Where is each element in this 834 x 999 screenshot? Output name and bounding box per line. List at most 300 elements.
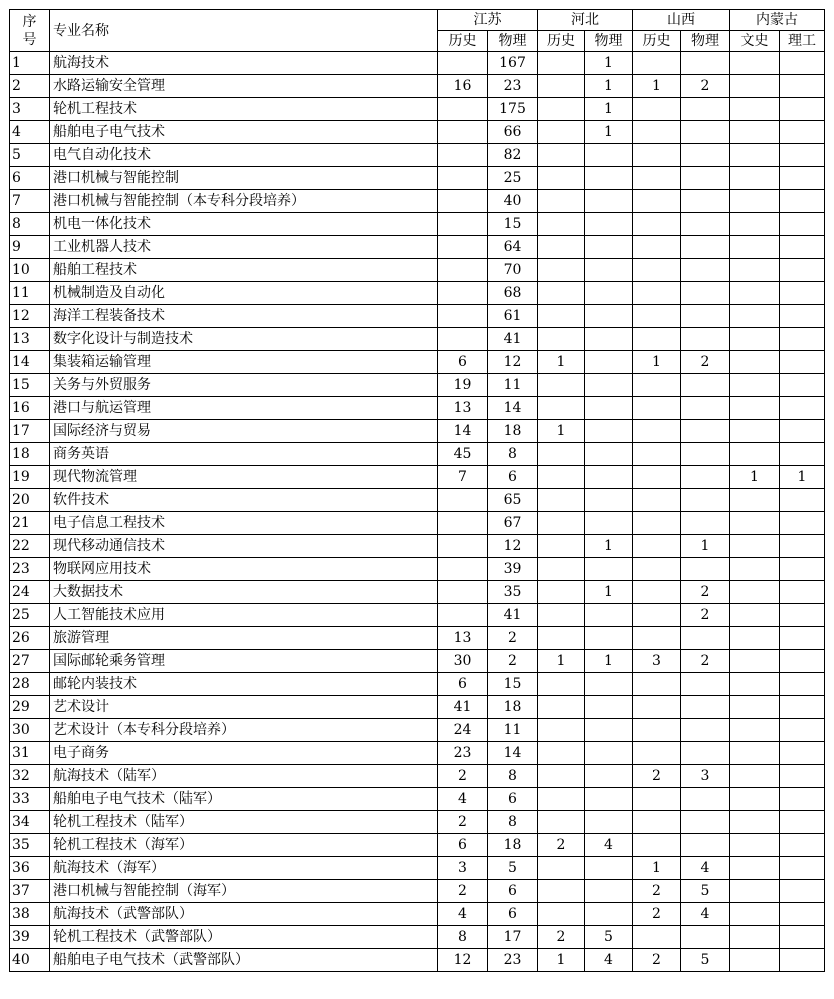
major-name-cell[interactable]: 船舶电子电气技术（武警部队） [50, 949, 438, 972]
row-number-cell[interactable]: 39 [10, 926, 50, 949]
quota-cell[interactable] [633, 742, 681, 765]
header-province-hebei[interactable]: 河北 [538, 10, 633, 31]
row-number-cell[interactable]: 33 [10, 788, 50, 811]
quota-cell[interactable] [538, 696, 585, 719]
quota-cell[interactable]: 1 [585, 75, 633, 98]
quota-cell[interactable] [585, 903, 633, 926]
quota-cell[interactable] [730, 52, 780, 75]
row-number-cell[interactable]: 34 [10, 811, 50, 834]
major-name-cell[interactable]: 旅游管理 [50, 627, 438, 650]
quota-cell[interactable] [585, 696, 633, 719]
quota-cell[interactable] [681, 167, 730, 190]
major-name-cell[interactable]: 现代移动通信技术 [50, 535, 438, 558]
quota-cell[interactable] [780, 190, 825, 213]
quota-cell[interactable]: 8 [438, 926, 488, 949]
quota-cell[interactable] [730, 949, 780, 972]
row-number-cell[interactable]: 12 [10, 305, 50, 328]
row-number-cell[interactable]: 17 [10, 420, 50, 443]
quota-cell[interactable]: 14 [438, 420, 488, 443]
major-name-cell[interactable]: 国际经济与贸易 [50, 420, 438, 443]
quota-cell[interactable] [538, 305, 585, 328]
quota-cell[interactable]: 45 [438, 443, 488, 466]
major-name-cell[interactable]: 港口机械与智能控制 [50, 167, 438, 190]
quota-cell[interactable]: 13 [438, 397, 488, 420]
quota-cell[interactable] [730, 857, 780, 880]
quota-cell[interactable] [633, 604, 681, 627]
quota-cell[interactable]: 4 [681, 857, 730, 880]
row-number-cell[interactable]: 38 [10, 903, 50, 926]
row-number-cell[interactable]: 31 [10, 742, 50, 765]
quota-cell[interactable] [730, 144, 780, 167]
quota-cell[interactable] [681, 512, 730, 535]
quota-cell[interactable] [780, 259, 825, 282]
quota-cell[interactable] [780, 144, 825, 167]
major-name-cell[interactable]: 海洋工程装备技术 [50, 305, 438, 328]
quota-cell[interactable] [730, 788, 780, 811]
quota-cell[interactable]: 41 [488, 328, 538, 351]
quota-cell[interactable]: 23 [488, 949, 538, 972]
quota-cell[interactable] [780, 98, 825, 121]
quota-cell[interactable] [780, 512, 825, 535]
quota-cell[interactable]: 1 [538, 650, 585, 673]
quota-cell[interactable]: 5 [681, 880, 730, 903]
quota-cell[interactable] [681, 236, 730, 259]
quota-cell[interactable]: 1 [538, 351, 585, 374]
quota-cell[interactable] [780, 765, 825, 788]
quota-cell[interactable]: 15 [488, 673, 538, 696]
header-province-neimenggu[interactable]: 内蒙古 [730, 10, 825, 31]
quota-cell[interactable] [538, 443, 585, 466]
quota-cell[interactable] [633, 811, 681, 834]
quota-cell[interactable] [438, 236, 488, 259]
quota-cell[interactable] [538, 397, 585, 420]
quota-cell[interactable] [681, 213, 730, 236]
quota-cell[interactable] [585, 558, 633, 581]
quota-cell[interactable] [730, 903, 780, 926]
major-name-cell[interactable]: 船舶工程技术 [50, 259, 438, 282]
quota-cell[interactable] [538, 75, 585, 98]
major-name-cell[interactable]: 电子信息工程技术 [50, 512, 438, 535]
quota-cell[interactable]: 18 [488, 696, 538, 719]
row-number-cell[interactable]: 7 [10, 190, 50, 213]
quota-cell[interactable] [538, 512, 585, 535]
quota-cell[interactable] [730, 604, 780, 627]
quota-cell[interactable] [780, 374, 825, 397]
quota-cell[interactable] [780, 903, 825, 926]
quota-cell[interactable] [633, 719, 681, 742]
major-name-cell[interactable]: 船舶电子电气技术 [50, 121, 438, 144]
quota-cell[interactable] [730, 512, 780, 535]
quota-cell[interactable] [780, 52, 825, 75]
quota-cell[interactable] [681, 259, 730, 282]
major-name-cell[interactable]: 软件技术 [50, 489, 438, 512]
quota-cell[interactable] [633, 558, 681, 581]
quota-cell[interactable] [633, 420, 681, 443]
quota-cell[interactable] [633, 535, 681, 558]
header-subject[interactable]: 物理 [585, 31, 633, 52]
row-number-cell[interactable]: 40 [10, 949, 50, 972]
quota-cell[interactable] [585, 719, 633, 742]
quota-cell[interactable] [538, 765, 585, 788]
quota-cell[interactable] [585, 466, 633, 489]
quota-cell[interactable] [730, 719, 780, 742]
quota-cell[interactable]: 61 [488, 305, 538, 328]
quota-cell[interactable] [538, 788, 585, 811]
quota-cell[interactable] [538, 190, 585, 213]
major-name-cell[interactable]: 人工智能技术应用 [50, 604, 438, 627]
row-number-cell[interactable]: 2 [10, 75, 50, 98]
major-name-cell[interactable]: 航海技术（陆军） [50, 765, 438, 788]
quota-cell[interactable] [538, 167, 585, 190]
quota-cell[interactable] [585, 604, 633, 627]
quota-cell[interactable] [780, 167, 825, 190]
quota-cell[interactable]: 8 [488, 765, 538, 788]
quota-cell[interactable] [780, 489, 825, 512]
quota-cell[interactable] [681, 466, 730, 489]
quota-cell[interactable] [633, 190, 681, 213]
quota-cell[interactable]: 1 [538, 420, 585, 443]
quota-cell[interactable] [780, 696, 825, 719]
quota-cell[interactable]: 2 [438, 880, 488, 903]
quota-cell[interactable] [633, 305, 681, 328]
quota-cell[interactable] [780, 75, 825, 98]
major-name-cell[interactable]: 电子商务 [50, 742, 438, 765]
quota-cell[interactable]: 40 [488, 190, 538, 213]
header-seq[interactable] [10, 10, 50, 52]
quota-cell[interactable] [538, 282, 585, 305]
quota-cell[interactable] [730, 351, 780, 374]
header-subject[interactable]: 理工 [780, 31, 825, 52]
quota-cell[interactable] [438, 282, 488, 305]
quota-cell[interactable] [780, 558, 825, 581]
quota-cell[interactable] [780, 811, 825, 834]
quota-cell[interactable] [438, 167, 488, 190]
quota-cell[interactable]: 19 [438, 374, 488, 397]
quota-cell[interactable] [633, 673, 681, 696]
major-name-cell[interactable]: 现代物流管理 [50, 466, 438, 489]
quota-cell[interactable] [633, 581, 681, 604]
quota-cell[interactable]: 17 [488, 926, 538, 949]
quota-cell[interactable]: 30 [438, 650, 488, 673]
quota-cell[interactable]: 2 [488, 650, 538, 673]
quota-cell[interactable] [438, 558, 488, 581]
quota-cell[interactable]: 41 [488, 604, 538, 627]
quota-cell[interactable] [730, 305, 780, 328]
row-number-cell[interactable]: 3 [10, 98, 50, 121]
major-name-cell[interactable]: 轮机工程技术 [50, 98, 438, 121]
quota-cell[interactable] [438, 144, 488, 167]
quota-cell[interactable] [780, 788, 825, 811]
quota-cell[interactable] [633, 443, 681, 466]
major-name-cell[interactable]: 港口机械与智能控制（海军） [50, 880, 438, 903]
quota-cell[interactable] [633, 512, 681, 535]
quota-cell[interactable]: 35 [488, 581, 538, 604]
quota-cell[interactable]: 1 [633, 351, 681, 374]
row-number-cell[interactable]: 13 [10, 328, 50, 351]
quota-cell[interactable]: 4 [438, 788, 488, 811]
quota-cell[interactable]: 2 [633, 903, 681, 926]
quota-cell[interactable]: 2 [538, 834, 585, 857]
header-province-jiangsu[interactable]: 江苏 [438, 10, 538, 31]
quota-cell[interactable]: 65 [488, 489, 538, 512]
quota-cell[interactable] [633, 167, 681, 190]
quota-cell[interactable] [730, 535, 780, 558]
major-name-cell[interactable]: 水路运输安全管理 [50, 75, 438, 98]
quota-cell[interactable] [585, 144, 633, 167]
quota-cell[interactable]: 1 [585, 535, 633, 558]
row-number-cell[interactable]: 28 [10, 673, 50, 696]
quota-cell[interactable] [633, 374, 681, 397]
quota-cell[interactable]: 1 [585, 98, 633, 121]
row-number-cell[interactable]: 25 [10, 604, 50, 627]
row-number-cell[interactable]: 16 [10, 397, 50, 420]
header-province-shanxi[interactable]: 山西 [633, 10, 730, 31]
quota-cell[interactable] [730, 765, 780, 788]
quota-cell[interactable]: 167 [488, 52, 538, 75]
major-name-cell[interactable]: 商务英语 [50, 443, 438, 466]
quota-cell[interactable] [780, 627, 825, 650]
quota-cell[interactable] [681, 673, 730, 696]
quota-cell[interactable] [681, 144, 730, 167]
row-number-cell[interactable]: 5 [10, 144, 50, 167]
quota-cell[interactable]: 4 [585, 834, 633, 857]
quota-cell[interactable]: 2 [633, 765, 681, 788]
quota-cell[interactable] [681, 374, 730, 397]
quota-cell[interactable]: 11 [488, 719, 538, 742]
quota-cell[interactable] [438, 581, 488, 604]
quota-cell[interactable] [633, 282, 681, 305]
quota-cell[interactable]: 5 [681, 949, 730, 972]
quota-cell[interactable] [538, 558, 585, 581]
quota-cell[interactable]: 1 [780, 466, 825, 489]
major-name-cell[interactable]: 工业机器人技术 [50, 236, 438, 259]
row-number-cell[interactable]: 4 [10, 121, 50, 144]
quota-cell[interactable]: 6 [438, 673, 488, 696]
quota-cell[interactable] [780, 328, 825, 351]
quota-cell[interactable] [681, 696, 730, 719]
quota-cell[interactable] [585, 282, 633, 305]
row-number-cell[interactable]: 6 [10, 167, 50, 190]
quota-cell[interactable] [538, 236, 585, 259]
row-number-cell[interactable]: 24 [10, 581, 50, 604]
row-number-cell[interactable]: 27 [10, 650, 50, 673]
quota-cell[interactable]: 6 [488, 903, 538, 926]
quota-cell[interactable]: 8 [488, 443, 538, 466]
row-number-cell[interactable]: 32 [10, 765, 50, 788]
quota-cell[interactable]: 2 [538, 926, 585, 949]
quota-cell[interactable]: 70 [488, 259, 538, 282]
quota-cell[interactable] [681, 443, 730, 466]
major-name-cell[interactable]: 物联网应用技术 [50, 558, 438, 581]
quota-cell[interactable]: 6 [438, 834, 488, 857]
quota-cell[interactable]: 18 [488, 834, 538, 857]
quota-cell[interactable] [438, 604, 488, 627]
quota-cell[interactable] [538, 857, 585, 880]
quota-cell[interactable] [780, 650, 825, 673]
quota-cell[interactable] [780, 420, 825, 443]
quota-cell[interactable]: 2 [681, 351, 730, 374]
quota-cell[interactable] [633, 259, 681, 282]
row-number-cell[interactable]: 18 [10, 443, 50, 466]
quota-cell[interactable] [780, 305, 825, 328]
quota-cell[interactable] [730, 167, 780, 190]
quota-cell[interactable]: 4 [681, 903, 730, 926]
quota-cell[interactable]: 16 [438, 75, 488, 98]
quota-cell[interactable] [730, 834, 780, 857]
quota-cell[interactable] [730, 236, 780, 259]
quota-cell[interactable] [585, 811, 633, 834]
quota-cell[interactable] [538, 52, 585, 75]
quota-cell[interactable] [780, 834, 825, 857]
quota-cell[interactable] [780, 397, 825, 420]
row-number-cell[interactable]: 22 [10, 535, 50, 558]
row-number-cell[interactable]: 36 [10, 857, 50, 880]
quota-cell[interactable] [681, 811, 730, 834]
row-number-cell[interactable]: 19 [10, 466, 50, 489]
quota-cell[interactable] [780, 926, 825, 949]
quota-cell[interactable] [438, 489, 488, 512]
quota-cell[interactable]: 24 [438, 719, 488, 742]
quota-cell[interactable] [585, 673, 633, 696]
quota-cell[interactable] [681, 558, 730, 581]
quota-cell[interactable] [730, 420, 780, 443]
quota-cell[interactable] [730, 926, 780, 949]
quota-cell[interactable] [538, 719, 585, 742]
quota-cell[interactable]: 14 [488, 397, 538, 420]
quota-cell[interactable] [780, 880, 825, 903]
quota-cell[interactable] [730, 213, 780, 236]
quota-cell[interactable] [538, 673, 585, 696]
quota-cell[interactable]: 5 [585, 926, 633, 949]
major-name-cell[interactable]: 轮机工程技术（陆军） [50, 811, 438, 834]
quota-cell[interactable] [538, 880, 585, 903]
row-number-cell[interactable]: 23 [10, 558, 50, 581]
quota-cell[interactable]: 2 [438, 765, 488, 788]
quota-cell[interactable]: 3 [681, 765, 730, 788]
quota-cell[interactable] [730, 98, 780, 121]
header-subject[interactable]: 物理 [681, 31, 730, 52]
quota-cell[interactable] [438, 98, 488, 121]
quota-cell[interactable]: 2 [681, 581, 730, 604]
quota-cell[interactable]: 68 [488, 282, 538, 305]
quota-cell[interactable] [633, 627, 681, 650]
quota-cell[interactable] [438, 328, 488, 351]
quota-cell[interactable] [730, 696, 780, 719]
quota-cell[interactable] [585, 351, 633, 374]
quota-cell[interactable] [438, 259, 488, 282]
quota-cell[interactable] [438, 535, 488, 558]
quota-cell[interactable] [730, 121, 780, 144]
major-name-cell[interactable]: 邮轮内装技术 [50, 673, 438, 696]
row-number-cell[interactable]: 15 [10, 374, 50, 397]
quota-cell[interactable]: 39 [488, 558, 538, 581]
quota-cell[interactable]: 66 [488, 121, 538, 144]
row-number-cell[interactable]: 21 [10, 512, 50, 535]
row-number-cell[interactable]: 11 [10, 282, 50, 305]
quota-cell[interactable] [633, 236, 681, 259]
quota-cell[interactable] [730, 581, 780, 604]
quota-cell[interactable] [730, 397, 780, 420]
quota-cell[interactable] [780, 949, 825, 972]
quota-cell[interactable] [681, 121, 730, 144]
quota-cell[interactable] [438, 305, 488, 328]
major-name-cell[interactable]: 集装箱运输管理 [50, 351, 438, 374]
quota-cell[interactable] [585, 765, 633, 788]
quota-cell[interactable] [538, 144, 585, 167]
quota-cell[interactable] [681, 627, 730, 650]
quota-cell[interactable]: 2 [488, 627, 538, 650]
quota-cell[interactable]: 25 [488, 167, 538, 190]
quota-cell[interactable] [633, 926, 681, 949]
quota-cell[interactable] [438, 512, 488, 535]
quota-cell[interactable] [585, 259, 633, 282]
header-subject[interactable]: 物理 [488, 31, 538, 52]
row-number-cell[interactable]: 26 [10, 627, 50, 650]
row-number-cell[interactable]: 1 [10, 52, 50, 75]
quota-cell[interactable]: 7 [438, 466, 488, 489]
quota-cell[interactable] [681, 926, 730, 949]
quota-cell[interactable] [538, 581, 585, 604]
major-name-cell[interactable]: 机械制造及自动化 [50, 282, 438, 305]
row-number-cell[interactable]: 8 [10, 213, 50, 236]
quota-cell[interactable] [730, 650, 780, 673]
quota-cell[interactable] [585, 880, 633, 903]
quota-cell[interactable] [633, 696, 681, 719]
header-subject[interactable]: 文史 [730, 31, 780, 52]
quota-cell[interactable] [585, 443, 633, 466]
major-name-cell[interactable]: 电气自动化技术 [50, 144, 438, 167]
quota-cell[interactable]: 18 [488, 420, 538, 443]
quota-cell[interactable]: 6 [438, 351, 488, 374]
quota-cell[interactable] [681, 98, 730, 121]
quota-cell[interactable] [585, 397, 633, 420]
quota-cell[interactable] [633, 121, 681, 144]
major-name-cell[interactable]: 航海技术（武警部队） [50, 903, 438, 926]
quota-cell[interactable] [538, 604, 585, 627]
quota-cell[interactable] [681, 788, 730, 811]
quota-cell[interactable] [538, 259, 585, 282]
quota-cell[interactable] [538, 328, 585, 351]
quota-cell[interactable]: 2 [633, 880, 681, 903]
quota-cell[interactable]: 6 [488, 466, 538, 489]
quota-cell[interactable] [730, 673, 780, 696]
quota-cell[interactable] [585, 420, 633, 443]
quota-cell[interactable] [538, 811, 585, 834]
major-name-cell[interactable]: 机电一体化技术 [50, 213, 438, 236]
quota-cell[interactable] [585, 190, 633, 213]
quota-cell[interactable]: 13 [438, 627, 488, 650]
quota-cell[interactable] [438, 190, 488, 213]
quota-cell[interactable] [585, 857, 633, 880]
quota-cell[interactable] [438, 213, 488, 236]
header-subject[interactable]: 历史 [633, 31, 681, 52]
quota-cell[interactable] [730, 489, 780, 512]
quota-cell[interactable] [730, 880, 780, 903]
quota-cell[interactable] [538, 489, 585, 512]
quota-cell[interactable]: 41 [438, 696, 488, 719]
quota-cell[interactable]: 2 [438, 811, 488, 834]
quota-cell[interactable] [780, 121, 825, 144]
quota-cell[interactable]: 1 [585, 121, 633, 144]
quota-cell[interactable] [633, 52, 681, 75]
quota-cell[interactable] [730, 75, 780, 98]
quota-cell[interactable] [438, 52, 488, 75]
quota-cell[interactable]: 2 [681, 650, 730, 673]
quota-cell[interactable]: 4 [585, 949, 633, 972]
major-name-cell[interactable]: 大数据技术 [50, 581, 438, 604]
quota-cell[interactable] [633, 466, 681, 489]
quota-cell[interactable] [633, 98, 681, 121]
